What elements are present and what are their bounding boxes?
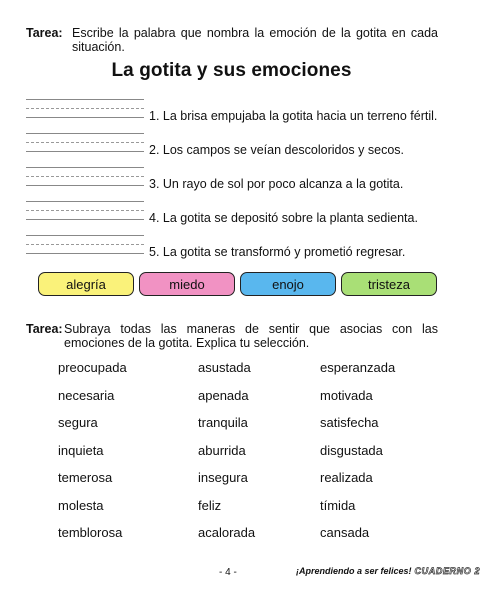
writing-lines[interactable] <box>26 99 144 133</box>
exercise-row-1 <box>26 99 446 133</box>
sentence-1: 1. La brisa empujaba la gotita hacia un terreno fértil. <box>149 109 438 123</box>
feeling-word[interactable]: necesaria <box>58 387 115 403</box>
feeling-word[interactable]: inquieta <box>58 442 104 458</box>
feeling-word[interactable]: tímida <box>320 497 356 513</box>
feeling-word[interactable]: satisfecha <box>320 415 379 430</box>
writing-lines[interactable] <box>26 235 144 269</box>
feeling-word[interactable]: motivada <box>320 387 373 403</box>
feeling-word[interactable]: aburrida <box>198 442 246 458</box>
sentence-4: 4. La gotita se depositó sobre la planta sedienta. <box>149 211 418 225</box>
feeling-word[interactable]: insegura <box>198 470 248 485</box>
feeling-word[interactable]: feliz <box>198 497 222 513</box>
task-label: Tarea: <box>26 26 63 40</box>
feeling-word[interactable]: apenada <box>198 387 249 403</box>
feeling-word[interactable]: tranquila <box>198 415 248 430</box>
emotion-pill-alegria: alegría <box>38 272 134 296</box>
feeling-word[interactable]: segura <box>58 415 98 430</box>
feeling-word[interactable]: realizada <box>320 470 373 485</box>
footer-brand <box>296 566 480 576</box>
exercise-row-3 <box>26 167 446 201</box>
writing-lines[interactable] <box>26 201 144 235</box>
feeling-word[interactable]: asustada <box>198 360 251 375</box>
feeling-word[interactable]: molesta <box>58 497 104 513</box>
emotion-pill-enojo: enojo <box>240 272 336 296</box>
emotion-pill-tristeza: tristeza <box>341 272 437 296</box>
exercise-row-2 <box>26 133 446 167</box>
feeling-word[interactable]: esperanzada <box>320 360 396 375</box>
exercise-row-5 <box>26 235 446 269</box>
exercise-row-4 <box>26 201 446 235</box>
brand-text: ¡Aprendiendo a ser felices! <box>296 566 412 576</box>
feeling-word[interactable]: temblorosa <box>58 525 123 540</box>
feeling-word[interactable]: acalorada <box>198 525 256 540</box>
feeling-word[interactable]: temerosa <box>58 470 113 485</box>
writing-lines[interactable] <box>26 167 144 201</box>
sentence-5: 5. La gotita se transformó y prometió regresar. <box>149 245 406 259</box>
feeling-word[interactable]: preocupada <box>58 360 127 375</box>
task-label: Tarea: <box>26 322 63 336</box>
page-number: - 4 - <box>219 567 237 578</box>
task-text: Subraya todas las maneras de sentir que asocias con las emociones de la gotita. Explica tu selección. <box>64 322 438 350</box>
writing-lines[interactable] <box>26 133 144 167</box>
task-instructions-2 <box>26 322 438 350</box>
feeling-word[interactable]: disgustada <box>320 442 383 458</box>
page-title: La gotita y sus emociones <box>111 60 352 81</box>
feeling-word[interactable]: cansada <box>320 525 370 540</box>
sentence-2: 2. Los campos se veían descoloridos y secos. <box>149 143 404 157</box>
notebook-label: CUADERNO 2 <box>414 566 480 576</box>
task-instructions-1 <box>26 26 438 54</box>
sentence-3: 3. Un rayo de sol por poco alcanza a la gotita. <box>149 177 404 191</box>
emotion-pill-miedo: miedo <box>139 272 235 296</box>
task-text: Escribe la palabra que nombra la emoción de la gotita en cada situación. <box>72 26 438 54</box>
